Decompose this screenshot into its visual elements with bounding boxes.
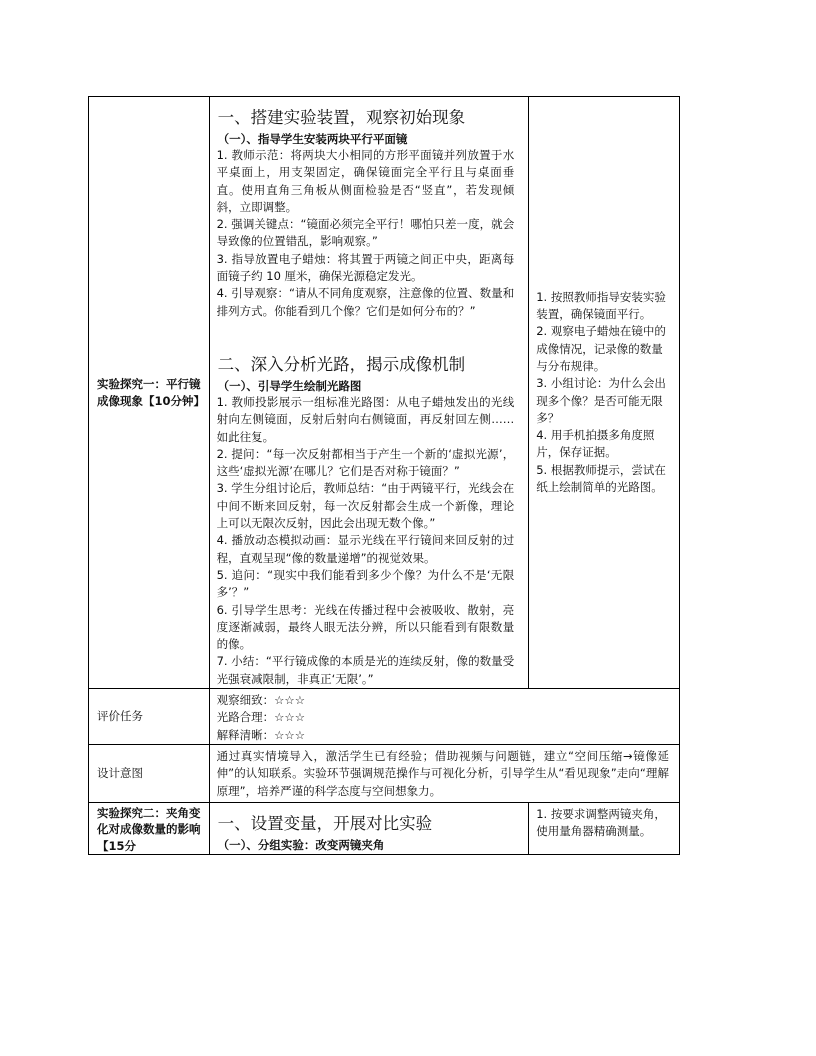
section-2-step-5: 5. 追问：“现实中我们能看到多少个像？为什么不是‘无限多’？” (216, 567, 515, 600)
table-row-design-intent (89, 744, 680, 802)
table-row-evaluation (89, 689, 680, 745)
experiment-2-subtitle: （一）、分组实验：改变两镜夹角 (217, 837, 385, 852)
section-2-step-4: 4. 播放动态模拟动画：显示光线在平行镜间来回反射的过程，直观呈现“像的数量递增”的视觉效果。 (216, 533, 515, 565)
design-intent-label: 设计意图 (89, 744, 210, 802)
section-2-step-1: 1. 教师投影展示一组标准光路图：从电子蜡烛发出的光线射向左侧镜面，反射后射向右侧镜面，再反射回左侧……如此往复。 (216, 394, 515, 444)
experiment-2-teacher-activity (209, 802, 529, 855)
lesson-plan-table (88, 96, 680, 855)
experiment-1-teacher-activity (209, 97, 529, 689)
student-step-3: 3. 小组讨论：为什么会出现多个像？是否可能无限多？ (536, 376, 666, 425)
experiment-2-student-step-1: 1. 按要求调整两镜夹角，使用量角器精确测量。 (536, 806, 666, 839)
experiment-2-label: 实验探究二：夹角变化对成像数量的影响【15分 (89, 802, 210, 855)
design-intent-cell (209, 744, 679, 802)
section-1-subtitle: （一）、指导学生安装两块平行平面镜 (217, 132, 408, 146)
student-step-4: 4. 用手机拍摄多角度照片，保存证据。 (536, 428, 655, 460)
section-1-title: 一、搭建实验装置，观察初始现象 (217, 108, 466, 127)
experiment-1-student-activity (529, 97, 680, 689)
section-2-step-6: 6. 引导学生思考：光线在传播过程中会被吸收、散射，亮度逐渐减弱，最终人眼无法分辨，所以只能看到有限数量的像。 (216, 602, 515, 652)
section-2-step-2: 2. 提问：“每一次反射都相当于产生一个新的‘虚拟光源’，这些‘虚拟光源’在哪儿？它们是否对称于镜面？” (216, 446, 515, 479)
design-intent-text: 通过真实情境导入，激活学生已有经验；借助视频与问题链，建立“空间压缩→镜像延伸”的认知联系。实验环节强调规范操作与可视化分析，引导学生从“看见现象”走向“理解原理”，培养严谨的科学态度与空间想象力。 (216, 748, 669, 798)
section-1-step-4: 4. 引导观察：“请从不同角度观察，注意像的位置、数量和排列方式。你能看到几个像？它们是如何分布的？” (216, 286, 515, 318)
experiment-2-title: 一、设置变量，开展对比实验 (217, 813, 433, 833)
section-1-step-1: 1. 教师示范：将两块大小相同的方形平面镜并列放置于水平桌面上，用支架固定，确保镜面完全平行且与桌面垂直。使用直角三角板从侧面检验是否“竖直”，若发现倾斜，立即调整。 (216, 148, 515, 214)
experiment-2-student-activity (529, 802, 680, 855)
student-step-2: 2. 观察电子蜡烛在镜中的成像情况，记录像的数量与分布规律。 (536, 324, 666, 373)
evaluation-label: 评价任务 (89, 689, 210, 745)
section-2-step-3: 3. 学生分组讨论后，教师总结：“由于两镜平行，光线会在中间不断来回反射，每一次反射都会生成一个新像，理论上可以无限次反射，因此会出现无数个像。” (216, 481, 515, 531)
rating-observation: 观察细致：☆☆☆ (216, 693, 306, 708)
student-step-1: 1. 按照教师指导安装实验装置，确保镜面平行。 (536, 289, 666, 322)
section-2-title: 二、深入分析光路，揭示成像机制 (217, 354, 466, 374)
table-row-experiment-2 (89, 802, 680, 855)
student-step-5: 5. 根据教师提示，尝试在纸上绘制简单的光路图。 (536, 462, 666, 494)
experiment-1-label: 实验探究一：平行镜成像现象【10分钟】 (89, 97, 210, 689)
rating-light-path: 光路合理：☆☆☆ (216, 710, 306, 725)
section-2-subtitle: （一）、引导学生绘制光路图 (217, 378, 362, 393)
rating-explanation: 解释清晰：☆☆☆ (216, 727, 306, 742)
evaluation-items (209, 689, 679, 745)
table-row-experiment-1 (89, 97, 680, 689)
section-1-step-3: 3. 指导放置电子蜡烛：将其置于两镜之间正中央，距离每面镜子约 10 厘米，确保光源稳定发光。 (216, 251, 515, 284)
section-1-step-2: 2. 强调关键点：“镜面必须完全平行！哪怕只差一度，就会导致像的位置错乱，影响观察。” (216, 217, 515, 249)
section-2-step-7: 7. 小结：“平行镜成像的本质是光的连续反射，像的数量受光强衰减限制，非真正‘无限’。” (216, 654, 515, 686)
